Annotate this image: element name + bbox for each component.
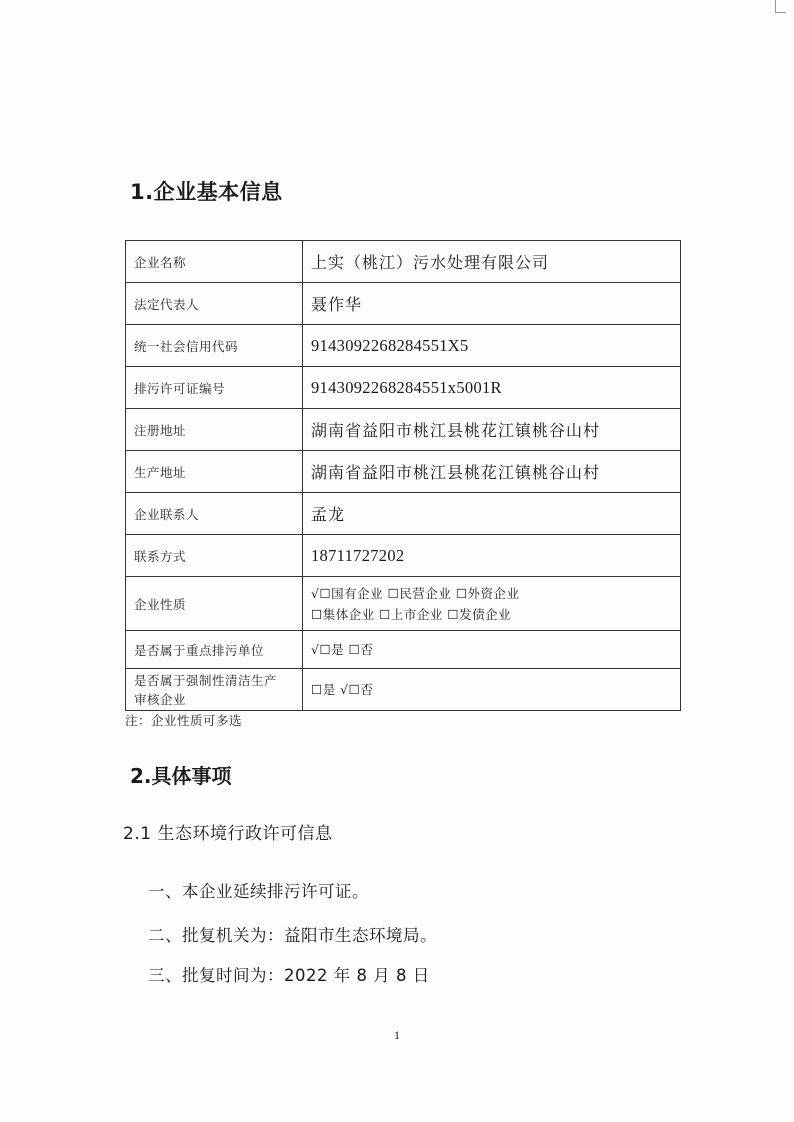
table-row (126, 631, 681, 669)
table-note: 注：企业性质可多选 (125, 713, 243, 728)
table-row (126, 409, 681, 451)
row-label-key-polluter: 是否属于重点排污单位 (126, 631, 303, 669)
row-label-contact-phone: 联系方式 (126, 535, 303, 577)
section-1-heading: 1.企业基本信息 (130, 180, 283, 204)
row-value-permit-number: 9143092268284551x5001R (303, 367, 681, 409)
row-value-key-polluter: √☐是 ☐否 (303, 631, 681, 669)
row-label-registered-address: 注册地址 (126, 409, 303, 451)
row-value-credit-code: 9143092268284551X5 (303, 325, 681, 367)
row-label-production-address: 生产地址 (126, 451, 303, 493)
row-label-clean-production-audit (126, 669, 303, 711)
table-row (126, 535, 681, 577)
row-value-legal-rep: 聂作华 (303, 283, 681, 325)
table-row (126, 493, 681, 535)
row-label-credit-code: 统一社会信用代码 (126, 325, 303, 367)
row-value-enterprise-nature (303, 577, 681, 631)
row-label-company-name: 企业名称 (126, 241, 303, 283)
list-item: 二、批复机关为：益阳市生态环境局。 (148, 926, 437, 945)
scan-corner-mark (775, 0, 786, 13)
table-row (126, 241, 681, 283)
row-label-enterprise-nature: 企业性质 (126, 577, 303, 631)
row-value-clean-production-audit: ☐是 √☐否 (303, 669, 681, 711)
section-2-1-heading: 2.1 生态环境行政许可信息 (123, 824, 333, 844)
row-value-company-name: 上实（桃江）污水处理有限公司 (303, 241, 681, 283)
list-item: 三、批复时间为：2022 年 8 月 8 日 (148, 966, 430, 985)
row-value-contact-person: 孟龙 (303, 493, 681, 535)
nature-options-line-1: √☐国有企业 ☐民营企业 ☐外资企业 (311, 585, 520, 601)
table-row (126, 669, 681, 711)
row-label-permit-number: 排污许可证编号 (126, 367, 303, 409)
section-2-heading: 2.具体事项 (130, 764, 232, 788)
table-row (126, 283, 681, 325)
row-value-contact-phone: 18711727202 (303, 535, 681, 577)
table-row (126, 451, 681, 493)
page-number: 1 (394, 1028, 400, 1042)
enterprise-info-table (125, 240, 681, 711)
table-row (126, 577, 681, 631)
label-line-2: 审核企业 (134, 691, 187, 707)
row-value-registered-address: 湖南省益阳市桃江县桃花江镇桃谷山村 (303, 409, 681, 451)
table-row (126, 367, 681, 409)
table-row (126, 325, 681, 367)
nature-options-line-2: ☐集体企业 ☐上市企业 ☐发债企业 (311, 606, 512, 622)
row-label-contact-person: 企业联系人 (126, 493, 303, 535)
list-item: 一、本企业延续排污许可证。 (148, 882, 369, 901)
label-line-1: 是否属于强制性清洁生产 (134, 672, 278, 688)
row-value-production-address: 湖南省益阳市桃江县桃花江镇桃谷山村 (303, 451, 681, 493)
row-label-legal-rep: 法定代表人 (126, 283, 303, 325)
